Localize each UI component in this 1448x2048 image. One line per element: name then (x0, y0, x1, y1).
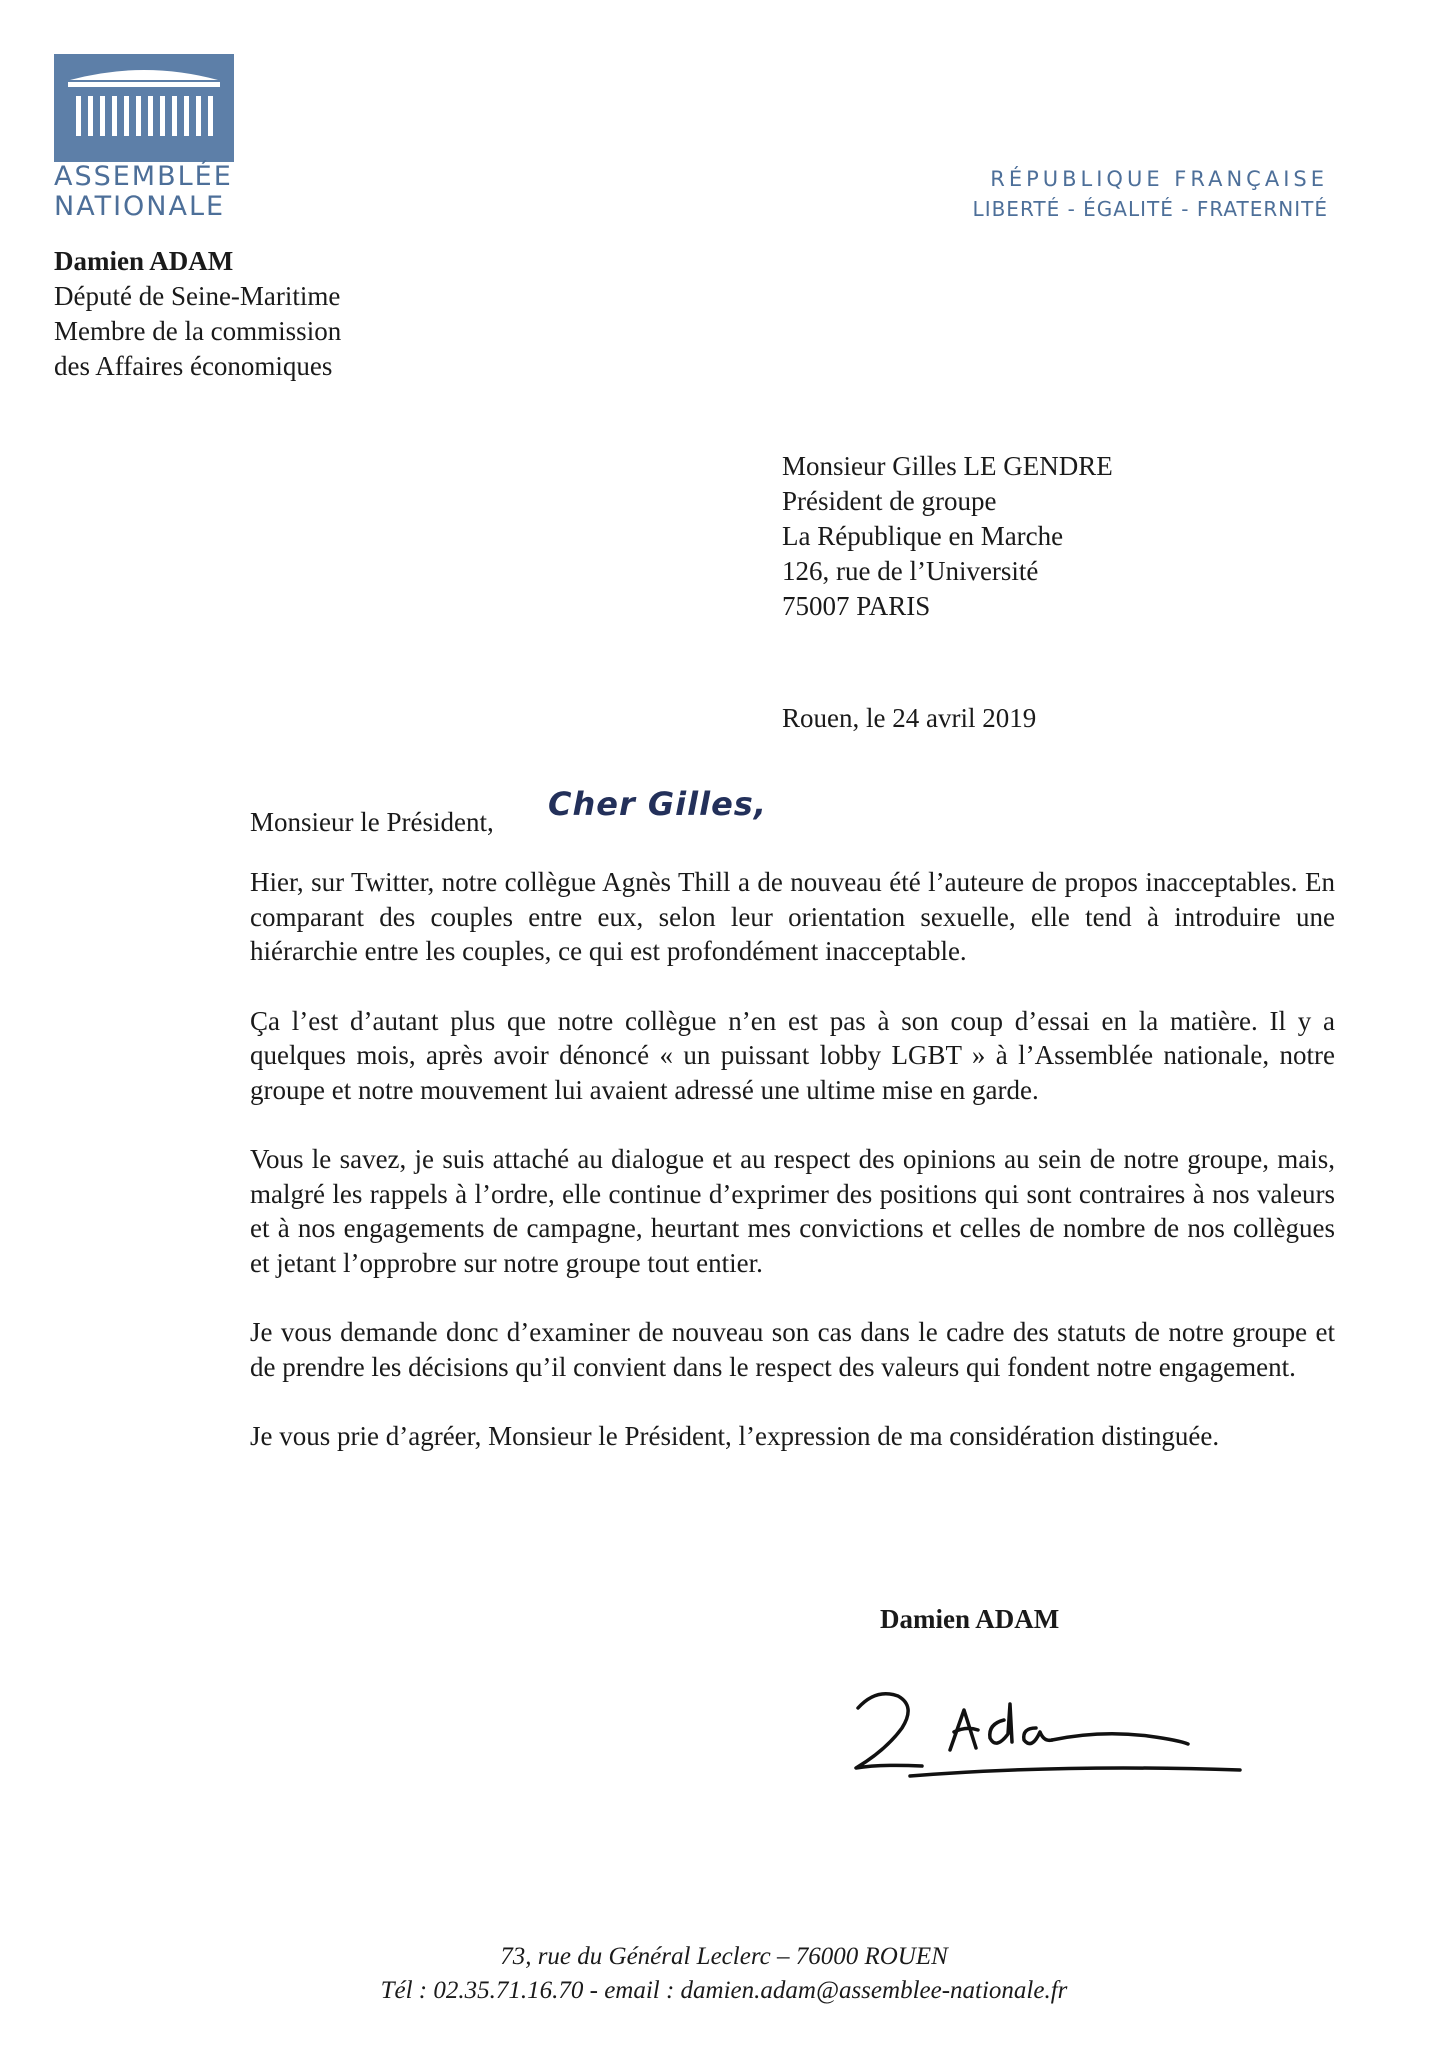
republic-title: RÉPUBLIQUE FRANÇAISE (990, 167, 1328, 191)
recipient-line: Président de groupe (782, 486, 997, 516)
body-paragraph: Hier, sur Twitter, notre collègue Agnès Thill a de nouveau été l’auteure de propos inacceptables. En comparant des couples entre eux, selon leur orientation sexuelle, elle tend à introduire une hiérarchie entre les couples, ce qui est profondément inacceptable. (250, 867, 1335, 966)
handwritten-greeting: Cher Gilles, (548, 785, 767, 823)
assemblee-logo (54, 54, 234, 162)
recipient-line: Monsieur Gilles LE GENDRE (782, 451, 1113, 481)
sender-line: Membre de la commission (54, 316, 342, 346)
republic-motto: LIBERTÉ - ÉGALITÉ - FRATERNITÉ (972, 197, 1328, 221)
recipient-block (782, 449, 1113, 624)
body-paragraph: Je vous demande donc d’examiner de nouveau son cas dans le cadre des statuts de notre groupe et de prendre les décisions qu’il convient dans le respect des valeurs qui fondent notre engagement. (250, 1317, 1335, 1382)
letter-date: Rouen, le 24 avril 2019 (782, 703, 1037, 733)
wordmark-line1: ASSEMBLÉE (54, 161, 233, 192)
footer (0, 1940, 1448, 2008)
footer-contact: Tél : 02.35.71.16.70 - email : damien.adam@assemblee-nationale.fr (380, 1977, 1068, 2004)
recipient-line: 75007 PARIS (782, 591, 931, 621)
wordmark-line2: NATIONALE (54, 191, 226, 222)
body-paragraph: Vous le savez, je suis attaché au dialogue et au respect des opinions au sein de notre groupe, mais, malgré les rappels à l’ordre, elle continue d’exprimer des positions qui sont contraires à nos valeurs et à nos engagements de campagne, heurtant mes convictions et celles de nombre de nos collègues et jetant l’opprobre sur notre groupe tout entier. (250, 1144, 1335, 1278)
footer-address: 73, rue du Général Leclerc – 76000 ROUEN (500, 1943, 948, 1970)
salutation: Monsieur le Président, (250, 807, 494, 837)
signature-icon (840, 1670, 1260, 1790)
republic-header (973, 164, 1328, 224)
body-paragraph: Ça l’est d’autant plus que notre collègue n’en est pas à son coup d’essai en la matière. Il y a quelques mois, après avoir dénoncé « un puissant lobby LGBT » à l’Assemblée nationale, notre groupe et notre mouvement lui avaient adressé une ultime mise en garde. (250, 1005, 1335, 1105)
closing-name: Damien ADAM (880, 1604, 1060, 1634)
letter-body (250, 865, 1335, 1489)
recipient-line: La République en Marche (782, 521, 1064, 551)
sender-line: des Affaires économiques (54, 351, 333, 381)
sender-name: Damien ADAM (54, 246, 234, 276)
assemblee-wordmark (54, 162, 233, 222)
parliament-building-icon (54, 54, 234, 162)
sender-line: Député de Seine-Maritime (54, 281, 341, 311)
sender-block (54, 244, 341, 384)
signature (840, 1670, 1260, 1790)
body-paragraph: Je vous prie d’agréer, Monsieur le Président, l’expression de ma considération distinguée. (250, 1421, 1220, 1451)
recipient-line: 126, rue de l’Université (782, 556, 1039, 586)
